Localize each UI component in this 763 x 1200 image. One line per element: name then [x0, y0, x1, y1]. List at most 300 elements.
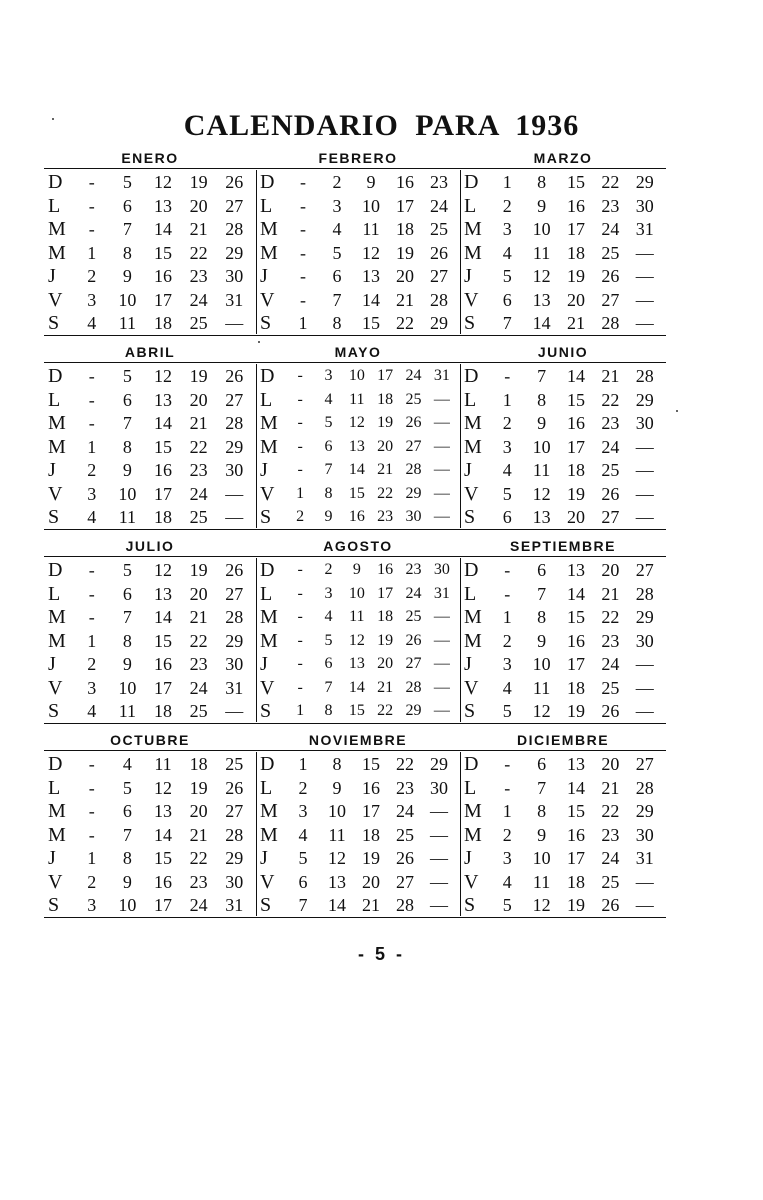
day-number: 10: [532, 654, 551, 674]
quarter-block: [44, 730, 666, 916]
weekday-letter: L: [48, 388, 61, 411]
day-number: 12: [348, 631, 365, 649]
weekday-row: [256, 170, 460, 194]
day-number: 10: [532, 436, 551, 457]
day-number: 2: [87, 266, 97, 286]
weekday-letter: V: [260, 870, 275, 893]
day-number: 20: [377, 655, 394, 672]
day-number: 26: [601, 701, 620, 721]
day-number: 8: [122, 242, 132, 263]
day-number: 8: [537, 801, 547, 821]
day-number: 17: [377, 367, 394, 384]
weekday-row: [256, 388, 460, 412]
day-number: 19: [566, 701, 585, 721]
weekday-letter: V: [48, 288, 63, 311]
day-number: 14: [566, 366, 585, 386]
day-number: 10: [532, 848, 551, 868]
day-number: 27: [225, 583, 244, 604]
day-number: 30: [635, 195, 654, 216]
column-divider: [460, 170, 461, 334]
day-number: 25: [189, 701, 208, 721]
month-octubre: [44, 730, 256, 916]
month-name: OCTUBRE: [110, 732, 190, 748]
day-number: 15: [566, 389, 585, 410]
day-number: 16: [153, 460, 172, 480]
day-number: 10: [328, 801, 346, 821]
weekday-letter: D: [260, 559, 275, 581]
weekday-letter: J: [48, 459, 56, 481]
day-number: 18: [377, 390, 394, 408]
day-number: 10: [118, 483, 137, 504]
day-number: 3: [87, 895, 97, 915]
day-number: 5: [122, 172, 132, 192]
day-number: 15: [566, 801, 585, 821]
month-diciembre: [460, 730, 666, 916]
page-number: - 5 -: [357, 944, 405, 964]
column-divider: [460, 752, 461, 916]
day-number: 26: [430, 242, 448, 263]
weekday-letter: L: [464, 776, 477, 799]
column-divider: [460, 558, 461, 722]
day-number: 5: [324, 414, 333, 431]
weekday-row: [460, 846, 666, 870]
weekday-letter: L: [464, 388, 477, 411]
weekday-row: [44, 364, 256, 388]
day-number: 21: [566, 313, 585, 333]
weekday-row: [44, 411, 256, 435]
day-number: 22: [396, 313, 414, 333]
day-number: 18: [566, 871, 585, 892]
day-number: 17: [153, 483, 172, 504]
day-number: 15: [362, 313, 380, 333]
day-number: 30: [635, 630, 654, 651]
day-number: 29: [635, 172, 654, 192]
weekday-row: [256, 652, 460, 676]
day-number: 9: [537, 630, 547, 651]
day-number: 16: [348, 508, 365, 525]
day-number: 18: [566, 677, 585, 698]
day-number: 1: [298, 754, 308, 774]
day-number: 5: [298, 848, 308, 868]
day-number: 11: [118, 507, 137, 527]
weekday-row: [460, 699, 666, 723]
day-number: —: [433, 484, 450, 502]
day-number: 25: [601, 871, 620, 892]
day-number: —: [635, 483, 654, 504]
day-number: —: [433, 678, 450, 696]
day-number: 2: [502, 413, 512, 433]
day-number: —: [225, 701, 244, 721]
quarter-block: [44, 342, 666, 528]
day-number: -: [88, 560, 95, 580]
day-number: -: [88, 219, 95, 239]
day-number: 13: [153, 389, 172, 410]
weekday-row: [44, 241, 256, 265]
quarter-block: [44, 536, 666, 722]
weekday-row: [256, 458, 460, 482]
day-number: —: [433, 414, 450, 431]
day-number: 24: [189, 895, 208, 915]
weekday-letter: S: [48, 506, 60, 528]
weekday-letter: D: [464, 559, 479, 581]
weekday-row: [44, 823, 256, 847]
day-number: 21: [189, 607, 208, 627]
day-number: —: [635, 701, 654, 721]
day-number: 10: [532, 219, 551, 239]
day-number: 5: [332, 242, 342, 263]
day-number: 19: [377, 631, 394, 649]
day-number: 22: [189, 436, 208, 457]
day-number: 17: [153, 895, 172, 915]
day-number: 23: [189, 460, 208, 480]
month-name: FEBRERO: [318, 150, 398, 166]
day-number: —: [635, 677, 654, 698]
day-number: 11: [349, 608, 365, 625]
weekday-letter: D: [48, 365, 63, 387]
month-marzo: [460, 148, 666, 334]
day-number: 19: [566, 266, 585, 286]
weekday-letter: J: [48, 265, 56, 287]
day-number: 3: [502, 219, 512, 239]
day-number: 4: [87, 701, 97, 721]
day-number: 29: [225, 436, 244, 457]
day-number: 24: [601, 654, 620, 674]
day-number: 17: [566, 848, 585, 868]
day-number: 26: [225, 366, 244, 386]
day-number: 4: [502, 242, 512, 263]
day-number: 29: [225, 630, 244, 651]
day-number: 19: [566, 483, 585, 504]
day-number: —: [225, 483, 244, 504]
weekday-row: [44, 458, 256, 482]
month-name: NOVIEMBRE: [308, 732, 408, 748]
day-number: 1: [502, 389, 512, 410]
day-number: 11: [532, 871, 551, 892]
day-number: 6: [122, 195, 132, 216]
weekday-row: [256, 264, 460, 288]
day-number: 4: [324, 608, 333, 625]
day-number: 2: [502, 824, 512, 845]
day-number: 22: [189, 630, 208, 651]
weekday-letter: M: [48, 800, 66, 822]
day-number: 11: [349, 390, 365, 408]
weekday-row: [460, 893, 666, 917]
page-title: CALENDARIO PARA 1936: [183, 109, 580, 142]
day-number: 19: [189, 560, 208, 580]
day-number: 16: [566, 195, 585, 216]
day-number: 6: [298, 871, 308, 892]
day-number: 1: [502, 172, 512, 192]
month-mayo: [256, 342, 460, 528]
day-number: 8: [324, 702, 333, 719]
column-divider: [256, 170, 257, 334]
day-number: 30: [405, 508, 422, 525]
day-number: 8: [122, 630, 132, 651]
weekday-row: [256, 582, 460, 606]
day-number: 20: [189, 583, 208, 604]
weekday-row: [460, 170, 666, 194]
day-number: —: [430, 871, 448, 892]
day-number: 27: [225, 195, 244, 216]
day-number: 18: [362, 824, 380, 845]
day-number: 7: [122, 413, 132, 433]
day-number: 6: [324, 655, 333, 672]
weekday-row: [256, 846, 460, 870]
day-number: 8: [332, 754, 342, 774]
day-number: 2: [332, 172, 342, 192]
day-number: 9: [122, 460, 132, 480]
month-name: ENERO: [121, 150, 179, 166]
day-number: 20: [601, 560, 620, 580]
print-speck: [52, 118, 54, 120]
weekday-letter: J: [464, 265, 472, 287]
day-number: 27: [225, 801, 244, 821]
weekday-row: [44, 170, 256, 194]
day-number: 15: [153, 848, 172, 868]
day-number: 31: [635, 848, 654, 868]
day-number: 3: [298, 801, 308, 821]
day-number: 17: [396, 195, 414, 216]
weekday-row: [460, 264, 666, 288]
day-number: 31: [225, 289, 244, 310]
day-number: 28: [405, 678, 422, 696]
month-name: DICIEMBRE: [516, 732, 610, 748]
day-number: 7: [332, 289, 342, 310]
weekday-row: [256, 482, 460, 506]
month-enero: [44, 148, 256, 334]
day-number: 29: [635, 801, 654, 821]
day-number: -: [297, 631, 303, 649]
weekday-letter: M: [48, 412, 66, 434]
day-number: 18: [377, 608, 394, 625]
day-number: 9: [122, 266, 132, 286]
day-number: 5: [122, 560, 132, 580]
day-number: 6: [502, 289, 512, 310]
weekday-letter: S: [260, 506, 272, 528]
day-number: 26: [405, 631, 422, 649]
weekday-row: [44, 194, 256, 218]
weekday-letter: V: [464, 482, 479, 505]
day-number: 22: [189, 242, 208, 263]
day-number: 27: [225, 389, 244, 410]
day-number: 25: [430, 219, 448, 239]
day-number: 13: [153, 801, 172, 821]
day-number: 15: [566, 172, 585, 192]
day-number: 13: [328, 871, 346, 892]
day-number: 30: [225, 266, 244, 286]
day-number: —: [433, 508, 450, 525]
day-number: 4: [502, 460, 512, 480]
weekday-letter: S: [48, 700, 60, 722]
day-number: 14: [348, 461, 365, 478]
day-number: 23: [405, 561, 422, 578]
weekday-row: [256, 311, 460, 335]
day-number: 31: [433, 584, 450, 602]
rule-line: [44, 335, 666, 336]
weekday-letter: M: [464, 629, 482, 652]
day-number: 12: [153, 777, 172, 798]
weekday-letter: V: [260, 288, 275, 311]
weekday-letter: L: [260, 388, 273, 411]
weekday-letter: J: [260, 459, 268, 481]
weekday-letter: V: [464, 676, 479, 699]
day-number: 8: [122, 848, 132, 868]
weekday-letter: S: [464, 312, 476, 334]
day-number: 28: [635, 366, 654, 386]
day-number: 16: [396, 172, 414, 192]
day-number: 26: [396, 848, 414, 868]
day-number: 18: [153, 313, 172, 333]
weekday-row: [256, 217, 460, 241]
day-number: -: [300, 266, 306, 286]
day-number: 21: [396, 289, 414, 310]
day-number: 22: [377, 484, 394, 502]
weekday-row: [44, 799, 256, 823]
day-number: 6: [324, 437, 333, 455]
day-number: 4: [324, 390, 333, 408]
day-number: 16: [153, 266, 172, 286]
day-number: 2: [87, 460, 97, 480]
day-number: 29: [405, 484, 422, 502]
weekday-row: [44, 605, 256, 629]
day-number: 30: [225, 871, 244, 892]
weekday-letter: M: [260, 823, 278, 846]
day-number: 1: [502, 801, 512, 821]
day-number: 16: [566, 413, 585, 433]
day-number: 9: [352, 561, 361, 578]
weekday-row: [256, 411, 460, 435]
day-number: 10: [118, 289, 137, 310]
day-number: 27: [405, 655, 422, 672]
day-number: 15: [153, 630, 172, 651]
day-number: —: [225, 313, 244, 333]
day-number: 30: [225, 654, 244, 674]
day-number: -: [297, 561, 303, 578]
weekday-row: [460, 435, 666, 459]
weekday-letter: L: [48, 776, 61, 799]
weekday-letter: J: [260, 847, 268, 869]
day-number: 14: [153, 219, 172, 239]
day-number: —: [430, 848, 448, 868]
weekday-letter: L: [464, 194, 477, 217]
weekday-letter: L: [48, 194, 61, 217]
day-number: 1: [296, 484, 305, 502]
weekday-row: [460, 388, 666, 412]
day-number: 13: [153, 583, 172, 604]
day-number: 30: [433, 561, 450, 578]
weekday-letter: D: [260, 365, 275, 387]
day-number: 19: [377, 414, 394, 431]
weekday-letter: J: [48, 847, 56, 869]
weekday-letter: M: [48, 606, 66, 628]
day-number: 24: [405, 584, 422, 602]
weekday-letter: L: [260, 194, 273, 217]
day-number: 5: [122, 777, 132, 798]
weekday-row: [256, 799, 460, 823]
weekday-row: [256, 699, 460, 723]
day-number: 20: [566, 289, 585, 310]
day-number: -: [88, 777, 95, 798]
day-number: 9: [366, 172, 376, 192]
day-number: 6: [502, 507, 512, 527]
weekday-letter: M: [260, 606, 278, 628]
day-number: 24: [189, 289, 208, 310]
day-number: 10: [118, 677, 137, 698]
weekday-row: [460, 582, 666, 606]
day-number: -: [88, 801, 95, 821]
weekday-letter: M: [464, 435, 482, 458]
day-number: 8: [537, 389, 547, 410]
weekday-row: [44, 652, 256, 676]
weekday-letter: V: [464, 288, 479, 311]
day-number: 22: [601, 389, 620, 410]
day-number: 28: [405, 461, 422, 478]
day-number: 6: [122, 583, 132, 604]
day-number: 22: [396, 754, 414, 774]
day-number: 10: [362, 195, 380, 216]
day-number: 22: [377, 702, 394, 719]
calendar-grid: [44, 148, 666, 918]
day-number: 21: [189, 824, 208, 845]
day-number: 17: [566, 654, 585, 674]
day-number: 15: [566, 607, 585, 627]
weekday-row: [44, 558, 256, 582]
day-number: 20: [189, 195, 208, 216]
day-number: 12: [153, 172, 172, 192]
weekday-row: [44, 582, 256, 606]
day-number: 9: [332, 777, 342, 798]
day-number: 1: [296, 702, 305, 719]
day-number: —: [433, 390, 450, 408]
day-number: 27: [635, 560, 654, 580]
day-number: 20: [566, 507, 585, 527]
day-number: 7: [324, 461, 333, 478]
day-number: 11: [118, 313, 137, 333]
day-number: 21: [362, 895, 380, 915]
day-number: 23: [430, 172, 448, 192]
day-number: 5: [502, 483, 512, 504]
day-number: 21: [189, 413, 208, 433]
day-number: -: [300, 242, 306, 263]
day-number: 20: [377, 437, 394, 455]
weekday-row: [460, 676, 666, 700]
weekday-letter: L: [260, 582, 273, 605]
day-number: 7: [537, 366, 547, 386]
day-number: 17: [566, 436, 585, 457]
day-number: 23: [189, 654, 208, 674]
weekday-letter: J: [260, 653, 268, 675]
day-number: 15: [153, 436, 172, 457]
weekday-row: [44, 388, 256, 412]
weekday-row: [44, 699, 256, 723]
day-number: 15: [348, 702, 365, 719]
day-number: 21: [601, 777, 620, 798]
day-number: 7: [324, 678, 333, 696]
day-number: —: [433, 461, 450, 478]
day-number: -: [504, 366, 511, 386]
day-number: 4: [87, 313, 97, 333]
day-number: 24: [405, 367, 422, 384]
day-number: 28: [225, 219, 244, 239]
weekday-letter: M: [260, 435, 278, 458]
day-number: 24: [601, 436, 620, 457]
day-number: 2: [298, 777, 308, 798]
weekday-letter: J: [260, 265, 268, 287]
day-number: —: [433, 655, 450, 672]
day-number: -: [300, 219, 306, 239]
weekday-row: [460, 194, 666, 218]
day-number: 21: [377, 461, 394, 478]
